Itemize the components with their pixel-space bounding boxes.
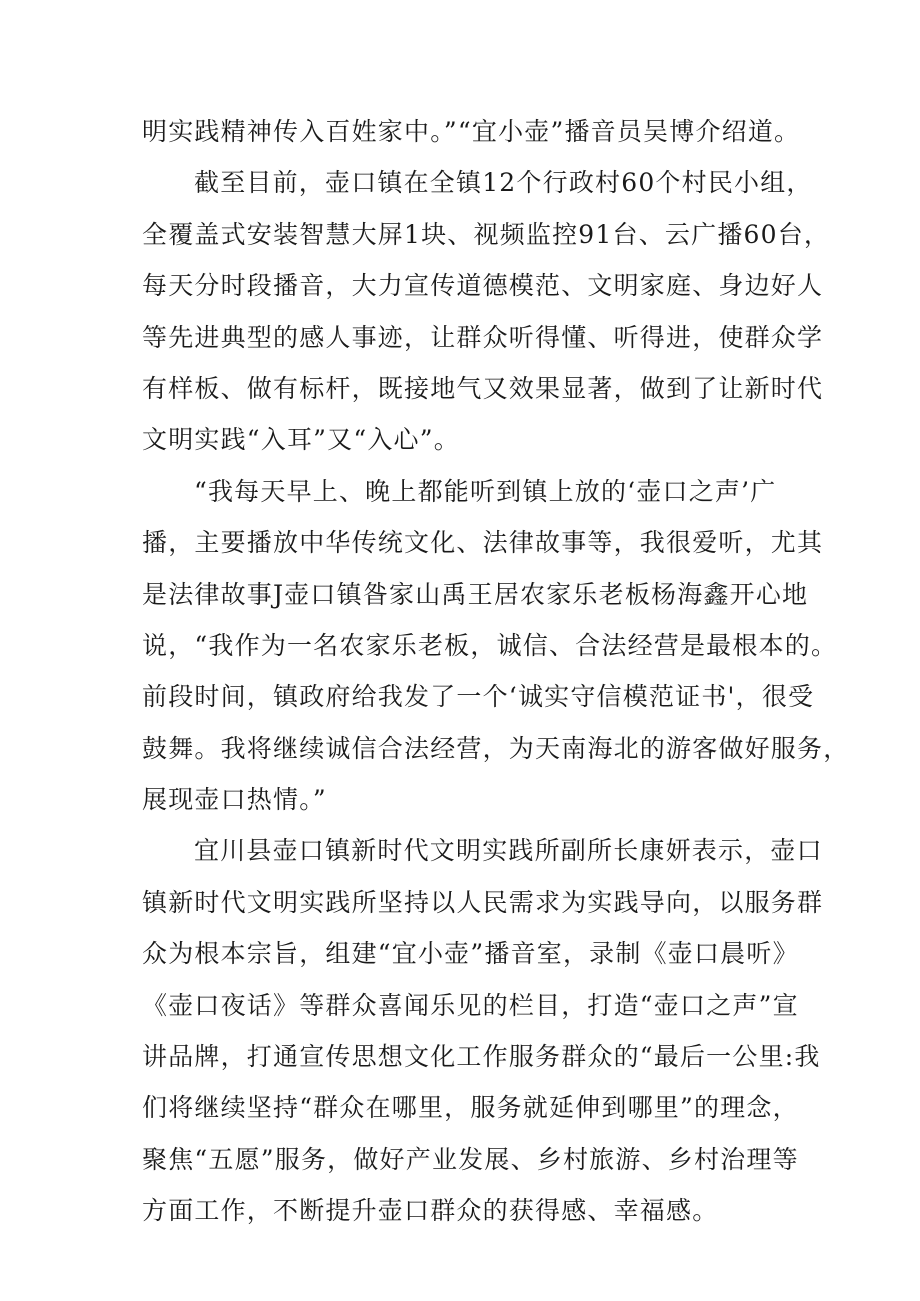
- text-line: 前段时间，镇政府给我发了一个‘诚实守信模范证书'，很受: [142, 682, 815, 712]
- text-line: 明实践精神传入百姓家中。”“宜小壶”播音员吴博介绍道。: [142, 117, 801, 146]
- text-line: 等先进典型的感人事迹，让群众听得懂、听得进，使群众学: [142, 322, 824, 352]
- text-line: 每天分时段播音，大力宣传道德模范、文明家庭、身边好人: [142, 271, 824, 301]
- text-line: 文明实践“入耳”又“入心”。: [142, 425, 460, 455]
- body-text: [142, 106, 850, 1237]
- text-line: 众为根本宗旨，组建“宜小壶”播音室，录制《壶口晨听》: [142, 939, 799, 969]
- text-line: 鼓舞。我将继续诚信合法经营，为天南海北的游客做好服务，: [142, 733, 850, 763]
- paragraph-start-line: 截至目前，壶口镇在全镇12个行政村60个村民小组，: [194, 168, 813, 198]
- paragraph-start-line: “我每天早上、晚上都能听到镇上放的‘壶口之声’广: [194, 476, 777, 506]
- text-line: 说，“我作为一名农家乐老板，诚信、合法经营是最根本的。: [142, 630, 838, 660]
- text-line: 们将继续坚持“群众在哪里，服务就延伸到哪里”的理念，: [142, 1093, 799, 1123]
- text-line: 讲品牌，打通宣传思想文化工作服务群众的“最后一公里:我: [142, 1042, 821, 1072]
- text-line: 方面工作，不断提升壶口群众的获得感、幸福感。: [142, 1196, 719, 1226]
- text-line: 全覆盖式安装智慧大屏1块、视频监控91台、云广播60台，: [142, 219, 831, 249]
- text-line: 《壶口夜话》等群众喜闻乐见的栏目，打造“壶口之声”宣: [142, 990, 799, 1020]
- text-line: 镇新时代文明实践所坚持以人民需求为实践导向，以服务群: [142, 887, 824, 917]
- text-line: 展现壶口热情。”: [142, 785, 327, 815]
- text-line: 聚焦“五愿”服务，做好产业发展、乡村旅游、乡村治理等: [142, 1144, 799, 1174]
- text-line: 是法律故事J壶口镇昝家山禹王居农家乐老板杨海鑫开心地: [142, 579, 809, 609]
- text-line: 播，主要播放中华传统文化、法律故事等，我很爱听，尤其: [142, 528, 824, 558]
- paragraph-start-line: 宜川县壶口镇新时代文明实践所副所长康妍表示，壶口: [194, 836, 823, 866]
- text-line: 有样板、做有标杆，既接地气又效果显著，做到了让新时代: [142, 373, 824, 403]
